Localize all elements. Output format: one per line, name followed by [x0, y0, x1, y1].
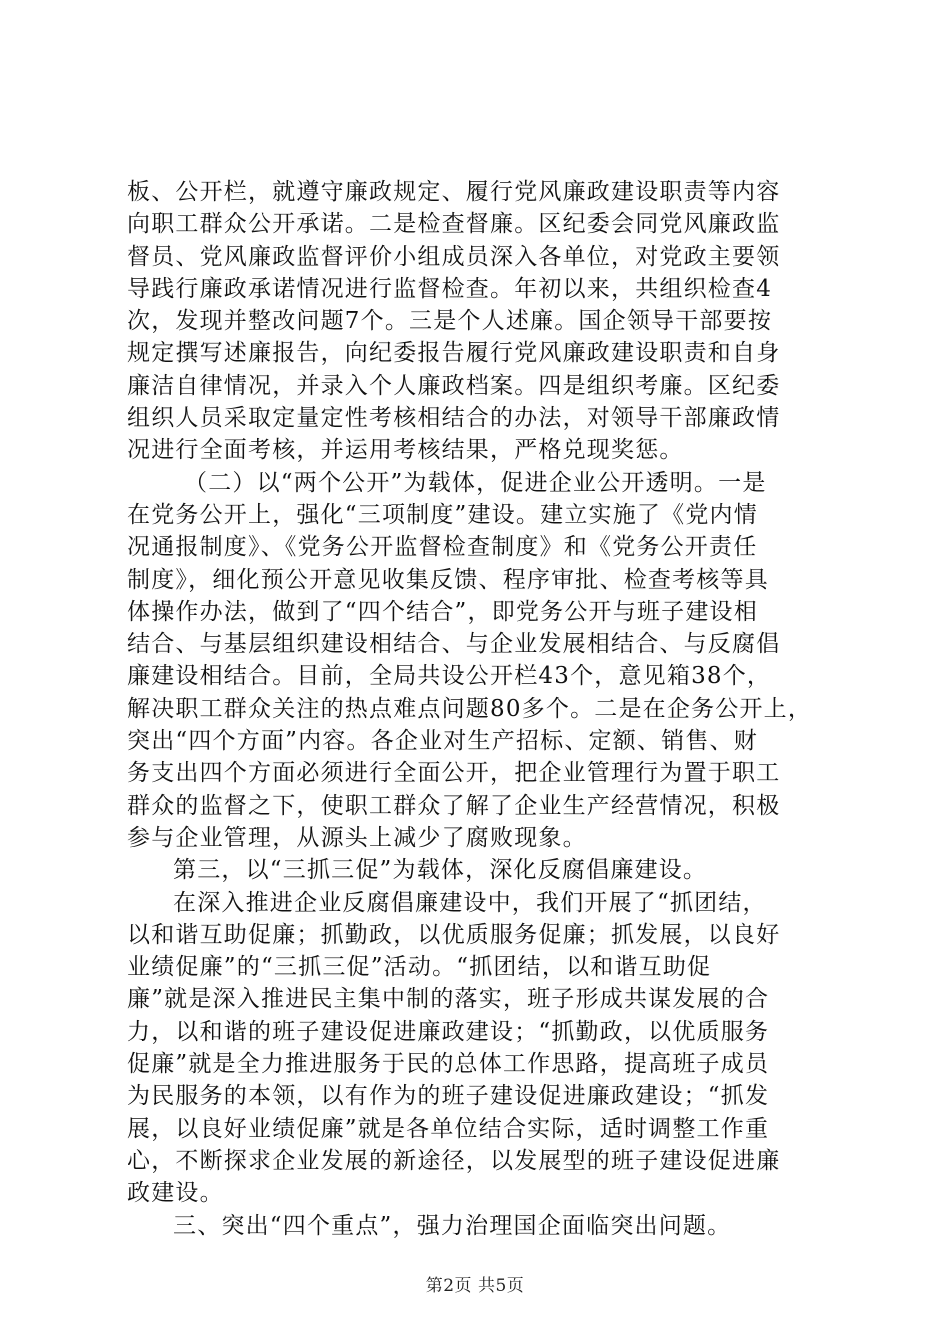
text-line: 规定撰写述廉报告，向纪委报告履行党风廉政建设职责和自身: [127, 340, 781, 367]
text-line: 向职工群众公开承诺。二是检查督廉。区纪委会同党风廉政监: [127, 211, 781, 238]
section-heading: 第三，以“三抓三促”为载体，深化反腐倡廉建设。: [173, 857, 708, 884]
text-line: 板、公开栏，就遵守廉政规定、履行党风廉政建设职责等内容: [127, 179, 781, 205]
text-line: 廉建设相结合。目前，全局共设公开栏43个，意见箱38个，: [127, 663, 772, 690]
text-line: 以和谐互助促廉；抓勤政，以优质服务促廉；抓发展，以良好: [127, 921, 781, 948]
text-line: 制度》，细化预公开意见收集反馈、程序审批、检查考核等具: [127, 566, 769, 593]
text-line: 廉洁自律情况，并录入个人廉政档案。四是组织考廉。区纪委: [127, 372, 781, 399]
document-body: [127, 176, 827, 1242]
text-line: 结合、与基层组织建设相结合、与企业发展相结合、与反腐倡: [127, 631, 781, 658]
text-line: 业绩促廉”的“三抓三促”活动。“抓团结，以和谐互助促: [127, 954, 712, 981]
text-line: 解决职工群众关注的热点难点问题80多个。二是在企务公开上，: [127, 695, 813, 722]
page-footer: 第2页 共5页: [425, 1276, 525, 1296]
section-heading: 三、突出“四个重点”，强力治理国企面临突出问题。: [173, 1212, 732, 1239]
text-line: 群众的监督之下，使职工群众了解了企业生产经营情况，积极: [127, 792, 781, 819]
text-line: 体操作办法，做到了“四个结合”，即党务公开与班子建设相: [127, 598, 758, 625]
text-line: 次，发现并整改问题7个。三是个人述廉。国企领导干部要按: [127, 308, 773, 335]
text-line: 导践行廉政承诺情况进行监督检查。年初以来，共组织检查4: [127, 275, 773, 302]
paragraph-start-line: 在深入推进企业反腐倡廉建设中，我们开展了“抓团结，: [173, 889, 767, 916]
text-line: 况通报制度》、《党务公开监督检查制度》和《党务公开责任: [127, 534, 758, 561]
text-line: 务支出四个方面必须进行全面公开，把企业管理行为置于职工: [127, 760, 781, 787]
text-line: 心，不断探求企业发展的新途径，以发展型的班子建设促进廉: [127, 1147, 781, 1174]
text-line: 政建设。: [127, 1180, 224, 1207]
text-line: 况进行全面考核，并运用考核结果，严格兑现奖惩。: [127, 437, 684, 464]
text-line: 促廉”就是全力推进服务于民的总体工作思路，提高班子成员: [127, 1051, 770, 1078]
text-line: 督员、党风廉政监督评价小组成员深入各单位，对党政主要领: [127, 243, 781, 270]
text-line: 突出“四个方面”内容。各企业对生产招标、定额、销售、财: [127, 728, 758, 755]
text-line: 参与企业管理，从源头上减少了腐败现象。: [127, 824, 587, 851]
text-line: 为民服务的本领，以有作为的班子建设促进廉政建设；“抓发: [127, 1083, 770, 1110]
text-line: 组织人员采取定量定性考核相结合的办法，对领导干部廉政情: [127, 405, 781, 432]
text-line: 廉”就是深入推进民主集中制的落实，班子形成共谋发展的合: [127, 986, 770, 1013]
text-line: 展，以良好业绩促廉”就是各单位结合实际，适时调整工作重: [127, 1115, 770, 1142]
paragraph-start-line: （二）以“两个公开”为载体，促进企业公开透明。一是: [184, 469, 767, 496]
text-line: 力，以和谐的班子建设促进廉政建设；“抓勤政，以优质服务: [127, 1018, 770, 1045]
text-line: 在党务公开上，强化“三项制度”建设。建立实施了《党内情: [127, 501, 758, 528]
